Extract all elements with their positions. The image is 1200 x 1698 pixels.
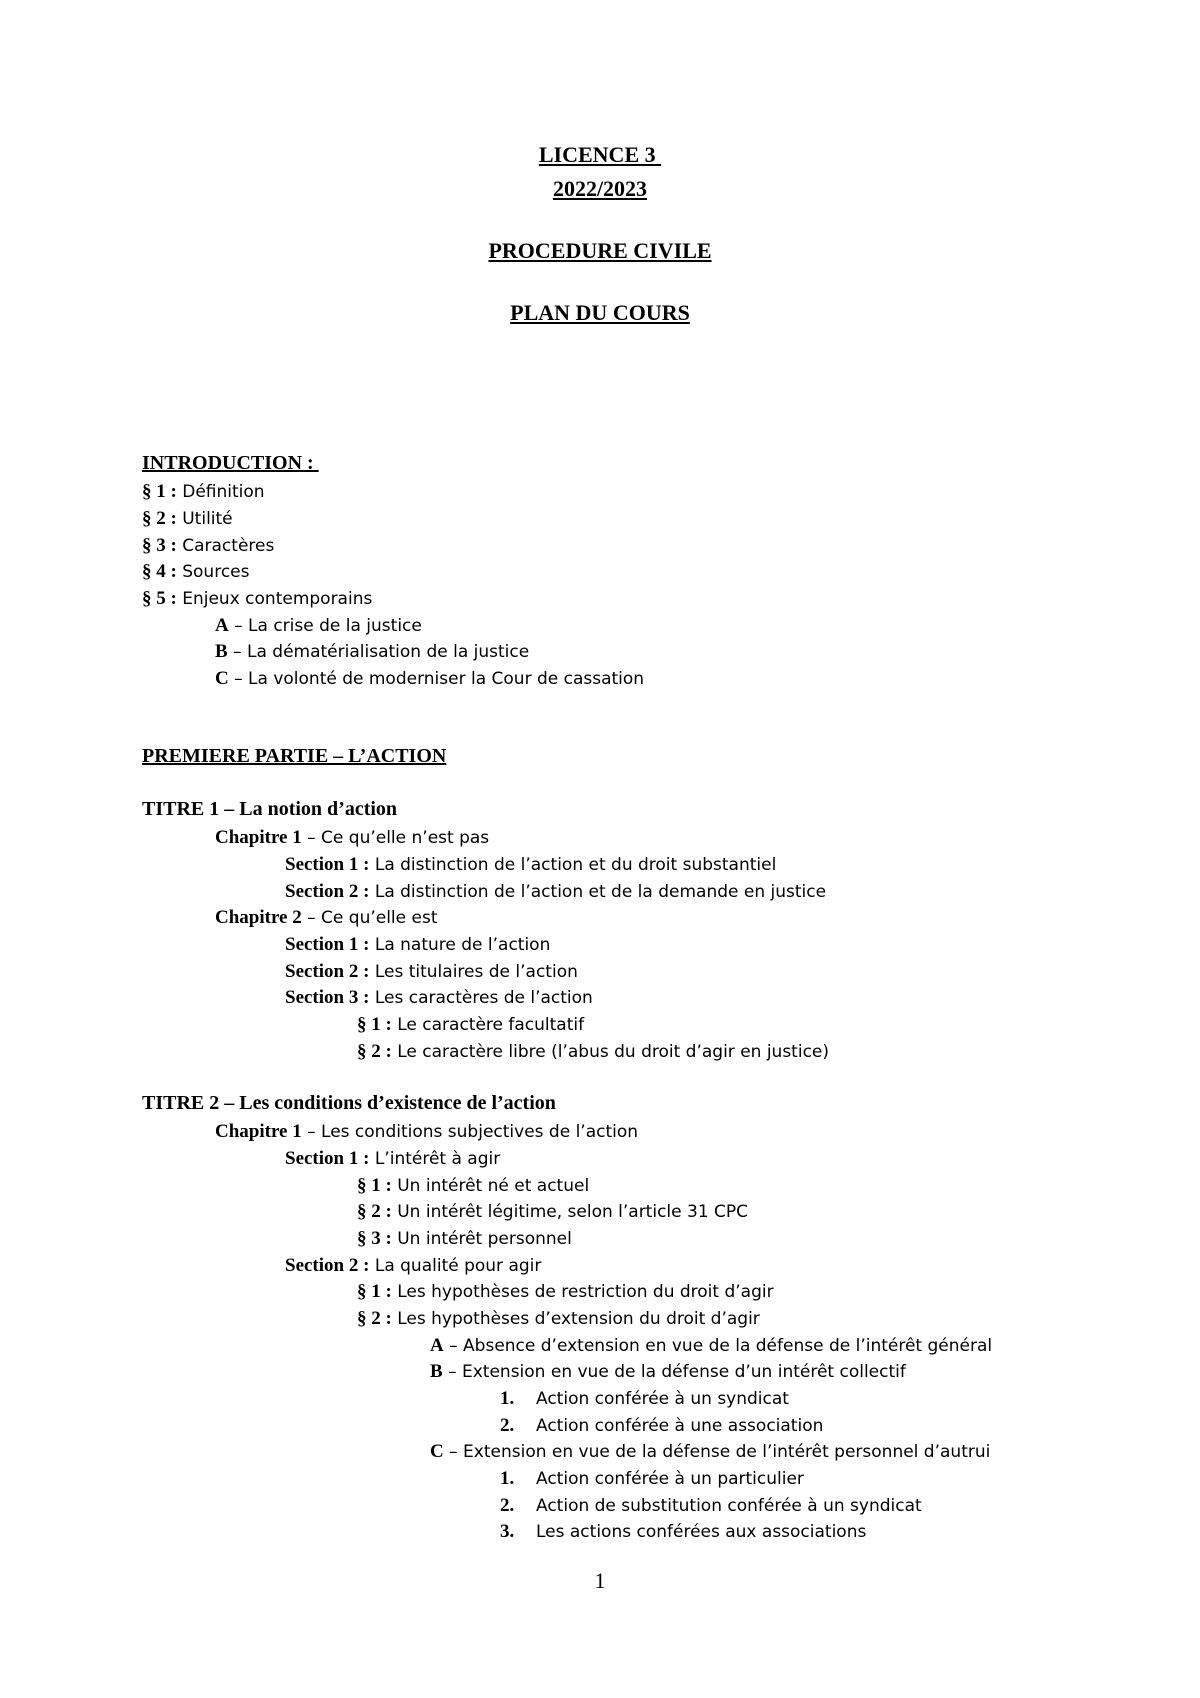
course-title: PROCEDURE CIVILE <box>488 238 712 263</box>
subparagraph-item: A – Absence d’extension en vue de la défense de l’intérêt général <box>430 1335 993 1356</box>
numbered-item: 2. Action conférée à une association <box>500 1415 824 1436</box>
intro-subitem: B – La dématérialisation de la justice <box>215 641 530 662</box>
intro-item: § 5 : Enjeux contemporains <box>142 588 373 609</box>
paragraph-item: § 1 : Le caractère facultatif <box>357 1014 585 1035</box>
numbered-item: 3. Les actions conférées aux associations <box>500 1521 867 1542</box>
page-number: 1 <box>594 1568 606 1593</box>
subparagraph-item: B – Extension en vue de la défense d’un intérêt collectif <box>430 1361 906 1382</box>
academic-year: 2022/2023 <box>552 176 648 201</box>
numbered-item: 2. Action de substitution conférée à un syndicat <box>500 1495 922 1516</box>
intro-item: § 2 : Utilité <box>142 508 233 529</box>
section-item: Section 2 : La distinction de l’action et de la demande en justice <box>285 881 827 902</box>
intro-item: § 3 : Caractères <box>142 535 275 556</box>
numbered-item: 1. Action conférée à un syndicat <box>500 1388 789 1409</box>
paragraph-item: § 1 : Un intérêt né et actuel <box>357 1175 590 1196</box>
section-item: Section 2 : La qualité pour agir <box>285 1255 542 1276</box>
intro-item: § 1 : Définition <box>142 481 265 502</box>
intro-item: § 4 : Sources <box>142 561 250 582</box>
titre-1-heading: TITRE 1 – La notion d’action <box>142 798 398 820</box>
plan-title: PLAN DU COURS <box>510 300 690 325</box>
titre-2-heading: TITRE 2 – Les conditions d’existence de l’action <box>142 1092 556 1114</box>
section-item: Section 2 : Les titulaires de l’action <box>285 961 578 982</box>
section-item: Section 1 : L’intérêt à agir <box>285 1148 501 1169</box>
intro-subitem: C – La volonté de moderniser la Cour de cassation <box>215 668 645 689</box>
paragraph-item: § 2 : Le caractère libre (l’abus du droit d’agir en justice) <box>357 1041 830 1062</box>
numbered-item: 1. Action conférée à un particulier <box>500 1468 804 1489</box>
introduction-heading: INTRODUCTION : <box>142 452 319 474</box>
section-item: Section 1 : La distinction de l’action et du droit substantiel <box>285 854 777 875</box>
part-one-heading: PREMIERE PARTIE – L’ACTION <box>142 745 447 767</box>
paragraph-item: § 3 : Un intérêt personnel <box>357 1228 572 1249</box>
intro-subitem: A – La crise de la justice <box>215 615 422 636</box>
chapter-item: Chapitre 2 – Ce qu’elle est <box>215 907 438 928</box>
paragraph-item: § 2 : Un intérêt légitime, selon l’article 31 CPC <box>357 1201 749 1222</box>
subparagraph-item: C – Extension en vue de la défense de l’intérêt personnel d’autrui <box>430 1441 991 1462</box>
chapter-item: Chapitre 1 – Les conditions subjectives de l’action <box>215 1121 639 1142</box>
chapter-item: Chapitre 1 – Ce qu’elle n’est pas <box>215 827 490 848</box>
licence-title: LICENCE 3 <box>538 142 662 167</box>
paragraph-item: § 1 : Les hypothèses de restriction du droit d’agir <box>357 1281 774 1302</box>
section-item: Section 1 : La nature de l’action <box>285 934 551 955</box>
section-item: Section 3 : Les caractères de l’action <box>285 987 593 1008</box>
paragraph-item: § 2 : Les hypothèses d’extension du droit d’agir <box>357 1308 760 1329</box>
